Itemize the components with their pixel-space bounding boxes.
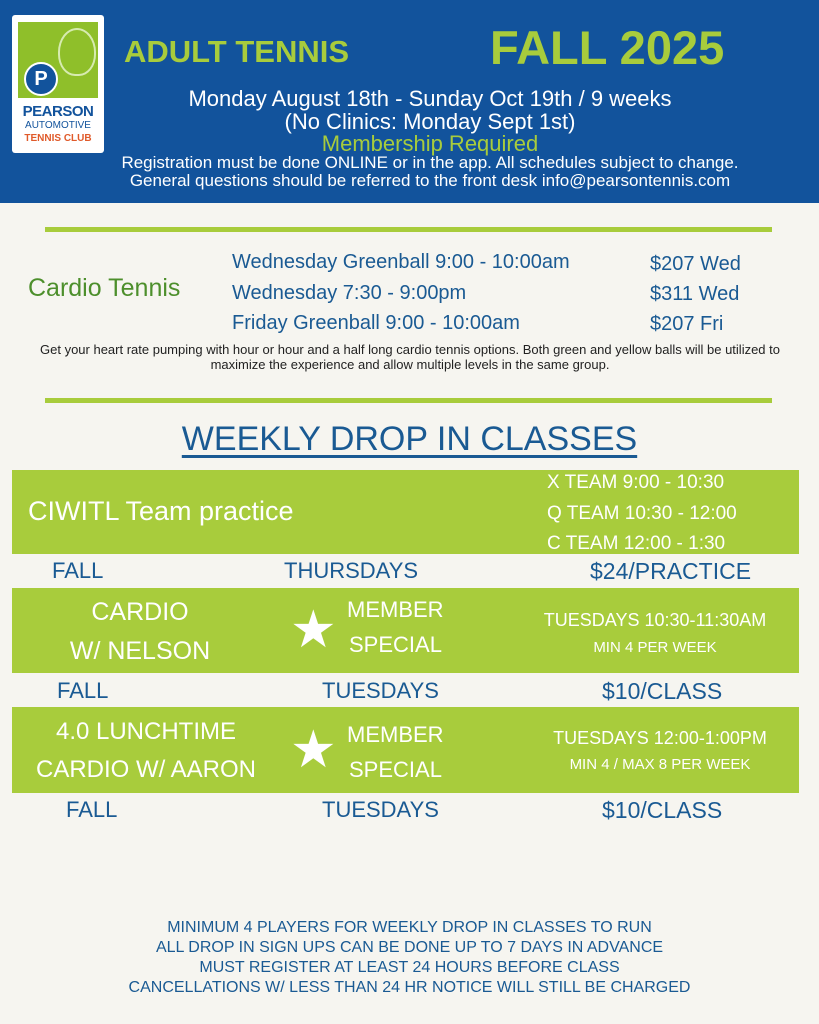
aaron-title-2: CARDIO W/ AARON bbox=[35, 756, 257, 783]
nelson-price: $10/CLASS bbox=[602, 678, 723, 704]
title-adult-tennis: ADULT TENNIS bbox=[124, 34, 350, 69]
weekly-heading: WEEKLY DROP IN CLASSES bbox=[181, 420, 638, 458]
divider-top bbox=[45, 227, 772, 232]
footer-line-1: MINIMUM 4 PLAYERS FOR WEEKLY DROP IN CLASSES TO RUN bbox=[167, 919, 652, 936]
nelson-min: MIN 4 PER WEEK bbox=[593, 639, 717, 656]
nelson-time: TUESDAYS 10:30-11:30AM bbox=[543, 610, 767, 630]
aaron-min: MIN 4 / MAX 8 PER WEEK bbox=[569, 756, 751, 773]
aaron-price: $10/CLASS bbox=[602, 797, 723, 823]
questions-note: General questions should be referred to the front desk info@pearsontennis.com bbox=[129, 171, 731, 190]
registration-note: Registration must be done ONLINE or in the app. All schedules subject to change. bbox=[121, 153, 739, 172]
star-icon: ★ bbox=[290, 601, 337, 659]
nelson-special-1: MEMBER bbox=[347, 597, 444, 622]
logo-line2: AUTOMOTIVE bbox=[25, 120, 91, 131]
session-dates: Monday August 18th - Sunday Oct 19th / 9 weeks bbox=[188, 86, 672, 111]
cardio-schedule-3: Friday Greenball 9:00 - 10:00am bbox=[232, 312, 520, 334]
p-letter-icon: P bbox=[24, 62, 58, 96]
cardio-tennis-title: Cardio Tennis bbox=[28, 274, 181, 302]
tennis-racket-icon bbox=[58, 28, 96, 76]
nelson-special-2: SPECIAL bbox=[349, 632, 442, 657]
nelson-title-2: W/ NELSON bbox=[69, 637, 211, 665]
nelson-title-1: CARDIO bbox=[91, 598, 189, 626]
no-clinics-note: (No Clinics: Monday Sept 1st) bbox=[284, 109, 576, 134]
footer-line-3: MUST REGISTER AT LEAST 24 HOURS BEFORE CLASS bbox=[199, 959, 620, 976]
ciwitl-team-x: X TEAM 9:00 - 10:30 bbox=[547, 472, 725, 493]
nelson-day: TUESDAYS bbox=[322, 678, 439, 703]
aaron-day: TUESDAYS bbox=[322, 797, 439, 822]
aaron-season: FALL bbox=[66, 797, 118, 822]
ciwitl-team-q: Q TEAM 10:30 - 12:00 bbox=[547, 503, 737, 524]
cardio-description: Get your heart rate pumping with hour or hour and a half long cardio tennis options. Both green and yellow balls will be utilized to maximize the experience and allow multiple levels in the same group. bbox=[40, 342, 780, 372]
ciwitl-price: $24/PRACTICE bbox=[590, 558, 752, 584]
aaron-time: TUESDAYS 12:00-1:00PM bbox=[553, 728, 767, 748]
footer-line-2: ALL DROP IN SIGN UPS CAN BE DONE UP TO 7 DAYS IN ADVANCE bbox=[155, 939, 664, 956]
ciwitl-season: FALL bbox=[52, 558, 104, 583]
title-fall-2025: FALL 2025 bbox=[490, 21, 725, 74]
ciwitl-day: THURSDAYS bbox=[284, 558, 419, 583]
membership-required: Membership Required bbox=[321, 131, 539, 156]
star-icon: ★ bbox=[290, 721, 337, 779]
cardio-price-3: $207 Fri bbox=[650, 313, 724, 335]
divider-bottom bbox=[45, 398, 772, 403]
cardio-price-1: $207 Wed bbox=[650, 253, 741, 275]
ciwitl-team-c: C TEAM 12:00 - 1:30 bbox=[547, 533, 726, 554]
aaron-special-1: MEMBER bbox=[347, 722, 444, 747]
cardio-price-2: $311 Wed bbox=[650, 283, 740, 305]
footer-line-4: CANCELLATIONS W/ LESS THAN 24 HR NOTICE WILL STILL BE CHARGED bbox=[128, 979, 691, 996]
logo-brand: PEARSON bbox=[22, 103, 94, 120]
cardio-schedule-2: Wednesday 7:30 - 9:00pm bbox=[232, 282, 467, 304]
ciwitl-title: CIWITL Team practice bbox=[28, 496, 294, 526]
logo-line3: TENNIS CLUB bbox=[24, 133, 92, 144]
aaron-title-1: 4.0 LUNCHTIME bbox=[55, 718, 237, 745]
aaron-special-2: SPECIAL bbox=[349, 757, 442, 782]
nelson-season: FALL bbox=[57, 678, 109, 703]
cardio-schedule-1: Wednesday Greenball 9:00 - 10:00am bbox=[232, 251, 570, 273]
